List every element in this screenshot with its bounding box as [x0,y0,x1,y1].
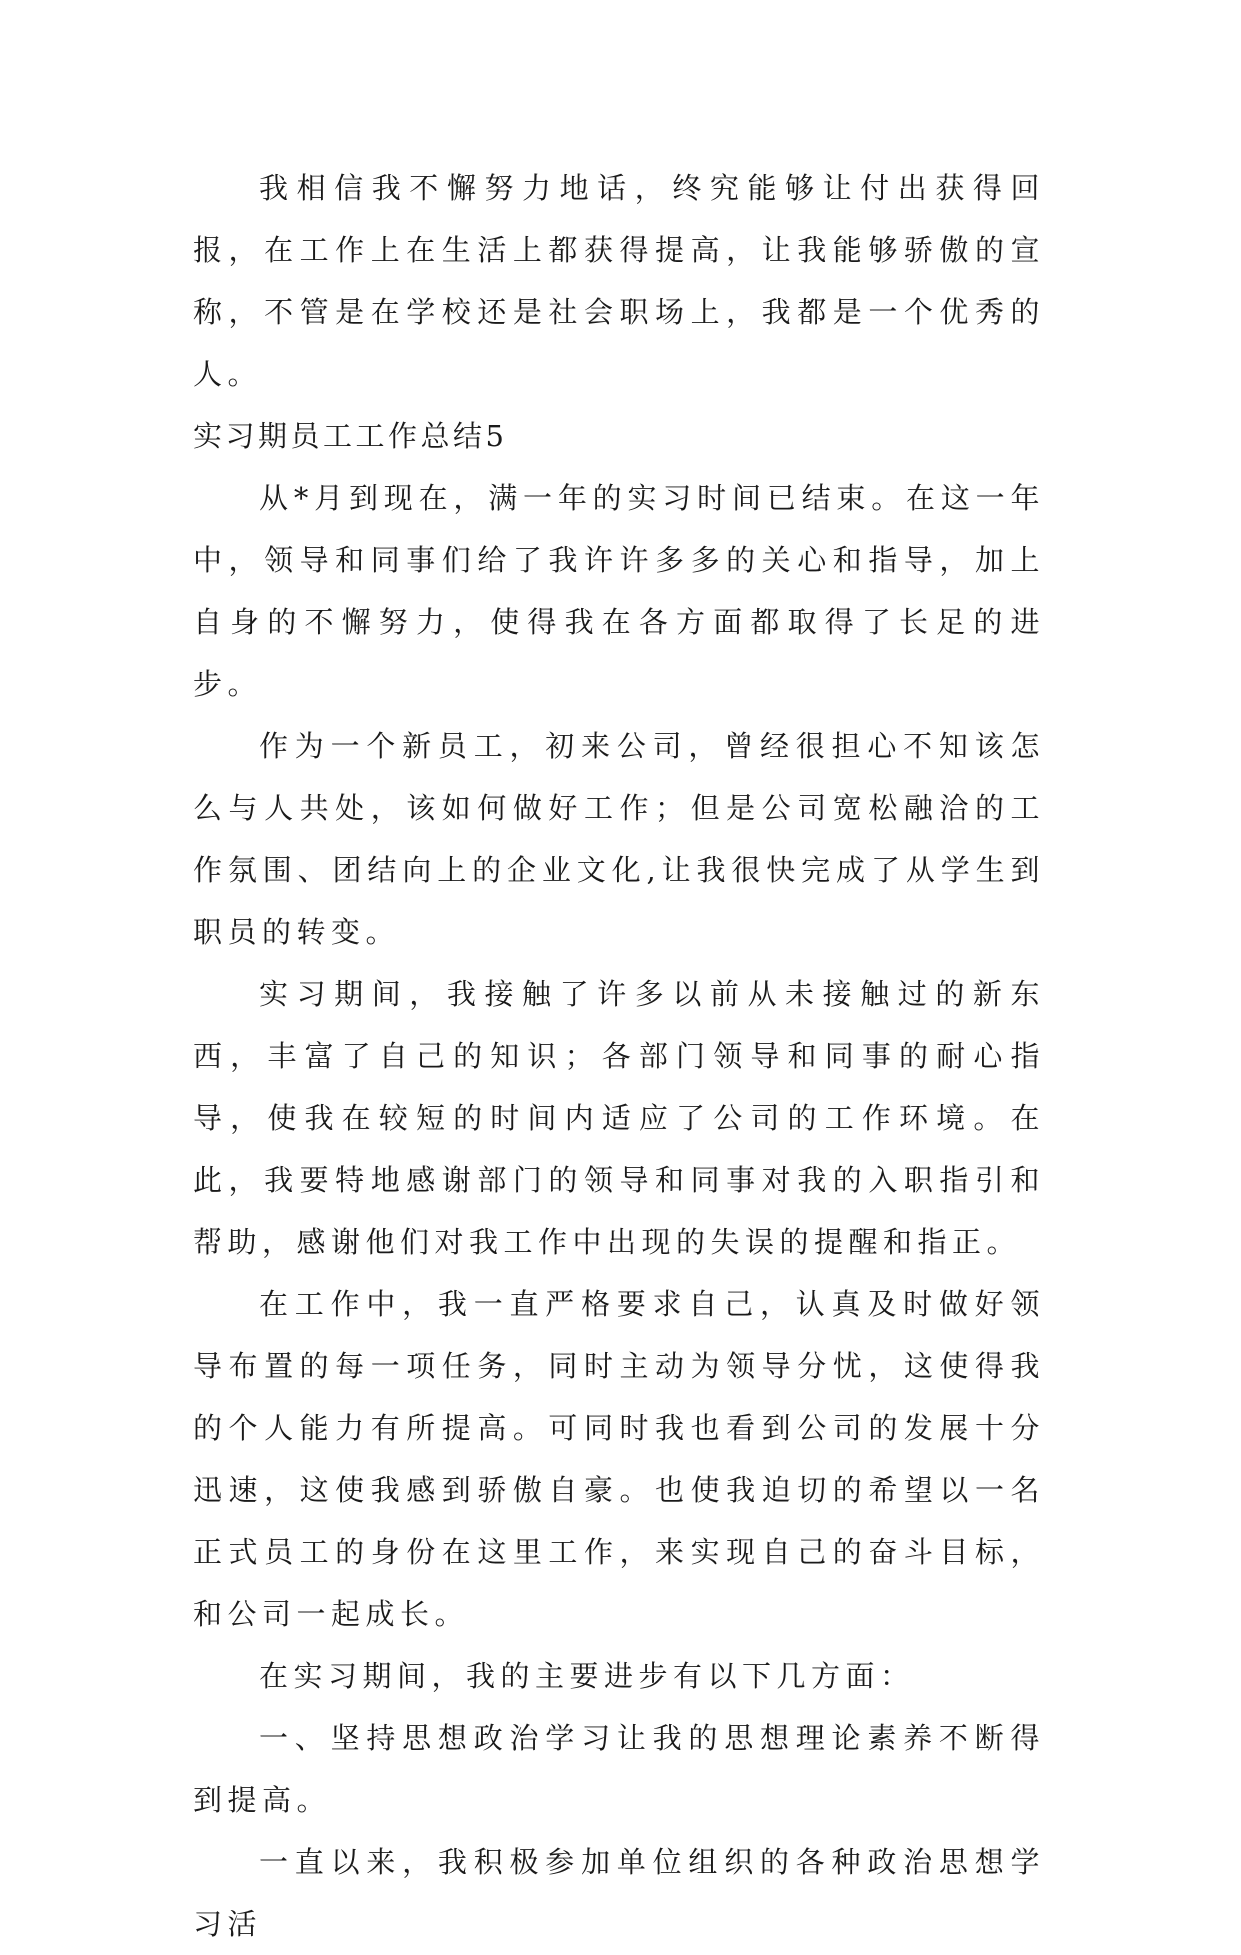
paragraph: 一、坚持思想政治学习让我的思想理论素养不断得到提高。 [193,1721,1045,1817]
paragraph: 在工作中，我一直严格要求自己，认真及时做好领导布置的每一项任务，同时主动为领导分忧，这使得我的个人能力有所提高。可同时我也看到公司的发展十分迅速，这使我感到骄傲自豪。也使我迫切的希望以一名正式员工的身份在这里工作，来实现自己的奋斗目标，和公司一起成长。 [193,1287,1045,1631]
paragraph: 我相信我不懈努力地话，终究能够让付出获得回报，在工作上在生活上都获得提高，让我能够骄傲的宣称，不管是在学校还是社会职场上，我都是一个优秀的人。 [193,171,1045,391]
paragraph: 从*月到现在，满一年的实习时间已结束。在这一年中，领导和同事们给了我许许多多的关心和指导，加上自身的不懈努力，使得我在各方面都取得了长足的进步。 [193,481,1045,701]
document-body [193,157,1045,1955]
paragraph: 作为一个新员工，初来公司，曾经很担心不知该怎么与人共处，该如何做好工作；但是公司宽松融洽的工作氛围、团结向上的企业文化,让我很快完成了从学生到职员的转变。 [193,729,1045,949]
paragraph: 一直以来，我积极参加单位组织的各种政治思想学习活 [193,1845,1045,1941]
paragraph: 实习期间，我接触了许多以前从未接触过的新东西，丰富了自己的知识；各部门领导和同事的耐心指导，使我在较短的时间内适应了公司的工作环境。在此，我要特地感谢部门的领导和同事对我的入职指引和帮助，感谢他们对我工作中出现的失误的提醒和指正。 [193,977,1045,1259]
section-heading: 实习期员工工作总结5 [193,419,508,453]
paragraph: 在实习期间，我的主要进步有以下几方面： [259,1659,915,1693]
